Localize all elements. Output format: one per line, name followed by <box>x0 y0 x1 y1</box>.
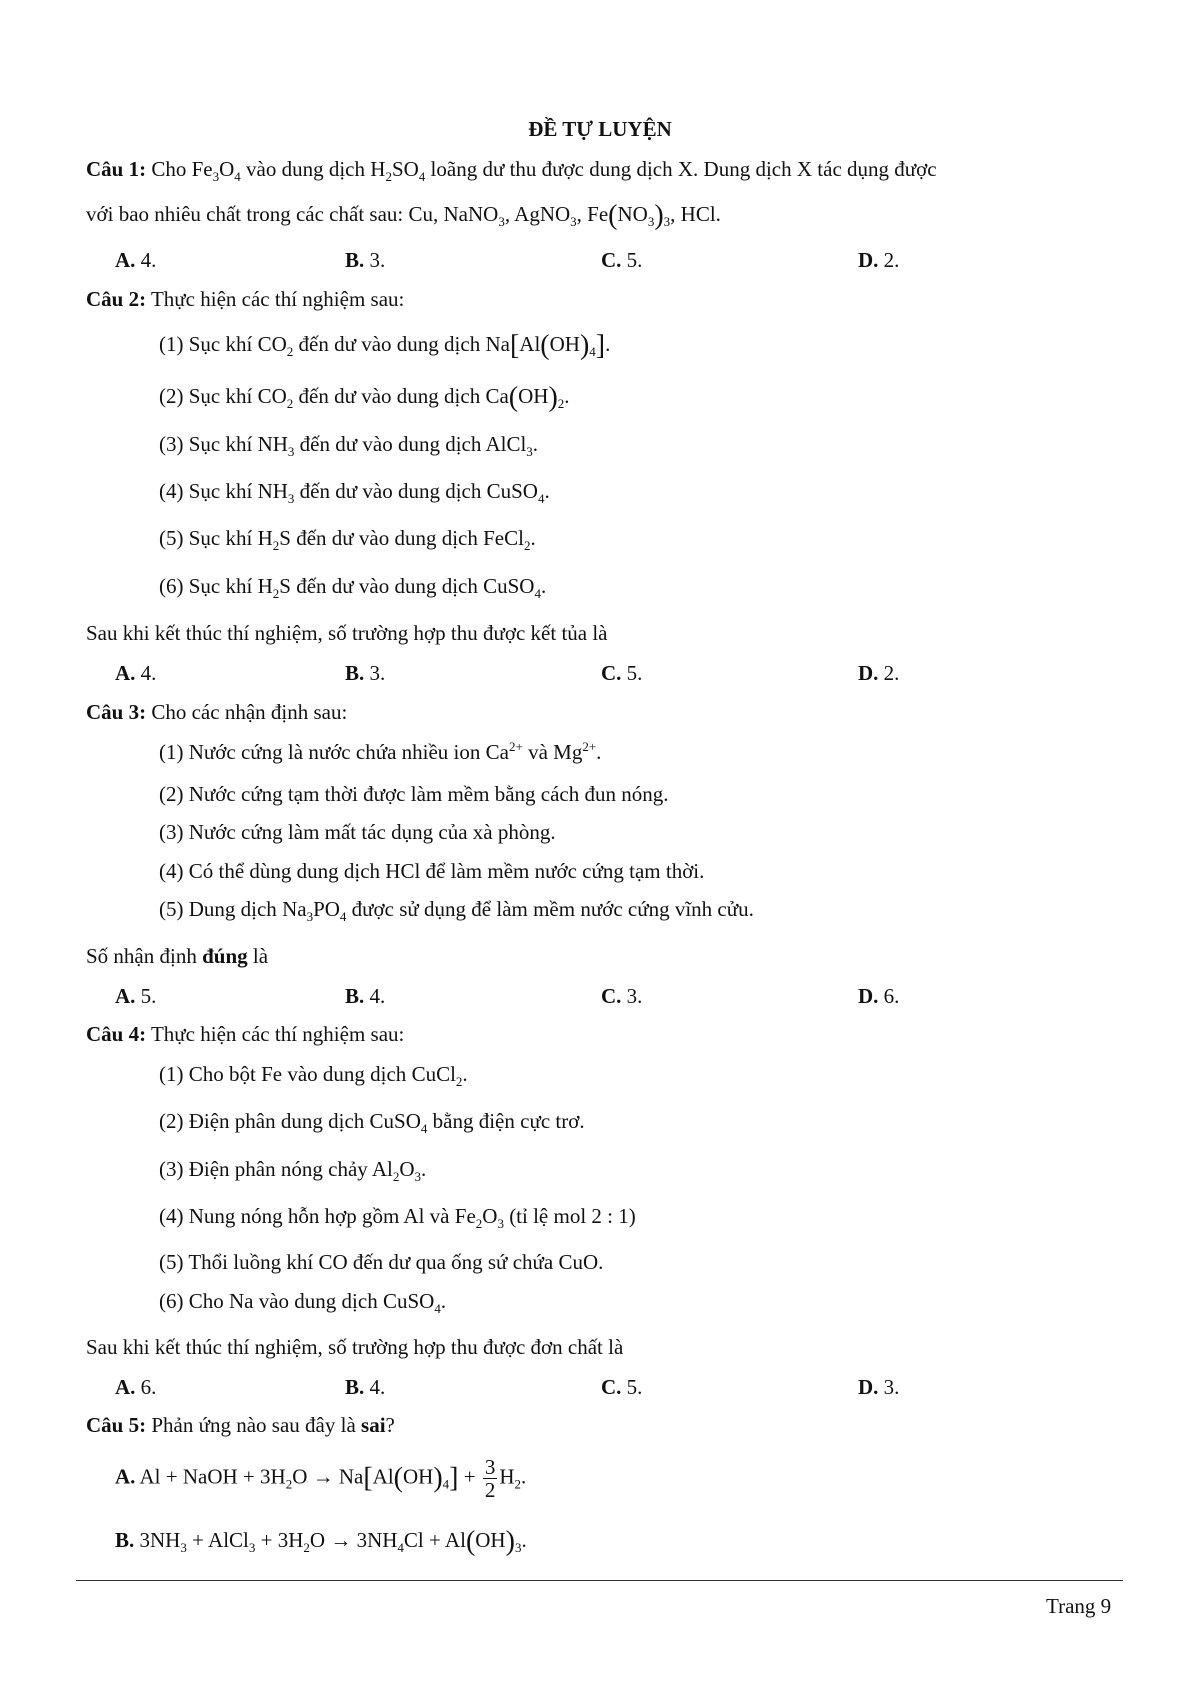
question-1-option-b: B. 3. <box>345 248 386 272</box>
question-4-option-b: B. 4. <box>345 1375 386 1399</box>
question-3-option-c: C. 3. <box>601 984 643 1008</box>
question-4-item-6: (6) Cho Na vào dung dịch CuSO$_4$. <box>159 1289 447 1316</box>
question-5-intro: Câu 5: Phản ứng nào sau đây là sai? <box>86 1413 395 1437</box>
question-2-option-a: A. 4. <box>115 661 157 685</box>
question-4-item-3: (3) Điện phân nóng chảy $Al_2O_3$. <box>159 1157 427 1184</box>
question-3-option-d: D. 6. <box>858 984 900 1008</box>
footer-divider <box>76 1580 1123 1581</box>
question-5-option-b: B. $3NH_3$ + AlCl$_3$ + $3H_2O \to 3NH_4Cl + Al(OH)_3$. <box>115 1526 527 1557</box>
question-2-item-4: (4) Sục khí $NH_3$ đến dư vào dung dịch CuSO$_4$. <box>159 479 550 506</box>
document-title: ĐỀ TỰ LUYỆN <box>528 117 672 141</box>
question-3-item-1: (1) Nước cứng là nước chứa nhiều ion $Ca^{2+}$ và $Mg^{2+}$. <box>159 739 602 764</box>
question-5-label: Câu 5: <box>86 1413 147 1437</box>
question-5-option-a: A. Al + NaOH + $3H_2O \to Na[Al(OH)_4]$ + $\frac{3}{2}$ $H_2$. <box>115 1455 527 1503</box>
question-1-label: Câu 1: <box>86 157 147 181</box>
question-3-item-5: (5) Dung dịch $Na_3PO_4$ được sử dụng để làm mềm nước cứng vĩnh cửu. <box>159 897 754 924</box>
question-2-question: Sau khi kết thúc thí nghiệm, số trường hợp thu được kết tủa là <box>86 621 608 645</box>
question-2-item-2: (2) Sục khí $CO_2$ đến dư vào dung dịch $Ca(OH)_2$. <box>159 382 570 413</box>
question-3-item-4: (4) Có thể dùng dung dịch HCl để làm mềm nước cứng tạm thời. <box>159 859 705 883</box>
question-3-label: Câu 3: <box>86 700 147 724</box>
question-2-intro: Câu 2: Thực hiện các thí nghiệm sau: <box>86 287 405 311</box>
question-4-option-d: D. 3. <box>858 1375 900 1399</box>
question-4-item-4: (4) Nung nóng hỗn hợp gồm Al và $Fe_2O_3$ (tỉ lệ mol 2 : 1) <box>159 1204 636 1231</box>
question-3-intro: Câu 3: Cho các nhận định sau: <box>86 700 348 724</box>
question-2-item-1: (1) Sục khí $CO_2$ đến dư vào dung dịch $Na[Al(OH)_4]$. <box>159 330 611 361</box>
question-4-question: Sau khi kết thúc thí nghiệm, số trường hợp thu được đơn chất là <box>86 1335 624 1359</box>
question-1-option-a: A. 4. <box>115 248 157 272</box>
question-3-item-2: (2) Nước cứng tạm thời được làm mềm bằng cách đun nóng. <box>159 782 669 806</box>
question-1-option-d: D. 2. <box>858 248 900 272</box>
question-3-question: Số nhận định đúng là <box>86 944 269 968</box>
question-2-item-3: (3) Sục khí $NH_3$ đến dư vào dung dịch AlCl$_3$. <box>159 432 539 459</box>
question-3-option-a: A. 5. <box>115 984 157 1008</box>
question-4-intro: Câu 4: Thực hiện các thí nghiệm sau: <box>86 1022 405 1046</box>
question-4-label: Câu 4: <box>86 1022 147 1046</box>
question-4-option-a: A. 6. <box>115 1375 157 1399</box>
question-4-item-5: (5) Thổi luồng khí CO đến dư qua ống sứ chứa CuO. <box>159 1250 604 1274</box>
question-4-item-2: (2) Điện phân dung dịch CuSO$_4$ bằng điện cực trơ. <box>159 1109 585 1136</box>
question-1-line-1: Câu 1: Cho $Fe_3O_4$ vào dung dịch $H_2SO_4$ loãng dư thu được dung dịch X. Dung dịch X tác dụng được <box>86 157 937 184</box>
question-2-option-b: B. 3. <box>345 661 386 685</box>
question-2-item-5: (5) Sục khí $H_2S$ đến dư vào dung dịch FeCl$_2$. <box>159 526 536 553</box>
question-3-option-b: B. 4. <box>345 984 386 1008</box>
page-number: Trang 9 <box>1046 1594 1112 1618</box>
question-3-item-3: (3) Nước cứng làm mất tác dụng của xà phòng. <box>159 820 556 844</box>
question-2-item-6: (6) Sục khí $H_2S$ đến dư vào dung dịch CuSO$_4$. <box>159 574 547 601</box>
question-2-label: Câu 2: <box>86 287 147 311</box>
question-4-item-1: (1) Cho bột Fe vào dung dịch CuCl$_2$. <box>159 1062 468 1089</box>
fraction-three-halves: $\frac{3}{2}$ <box>484 1455 496 1503</box>
question-1-line-2: với bao nhiêu chất trong các chất sau: Cu, NaNO$_3$, AgNO$_3$, $Fe(NO_3)_3$, HCl. <box>86 200 721 231</box>
question-2-option-c: C. 5. <box>601 661 643 685</box>
question-1-option-c: C. 5. <box>601 248 643 272</box>
question-4-option-c: C. 5. <box>601 1375 643 1399</box>
question-2-option-d: D. 2. <box>858 661 900 685</box>
